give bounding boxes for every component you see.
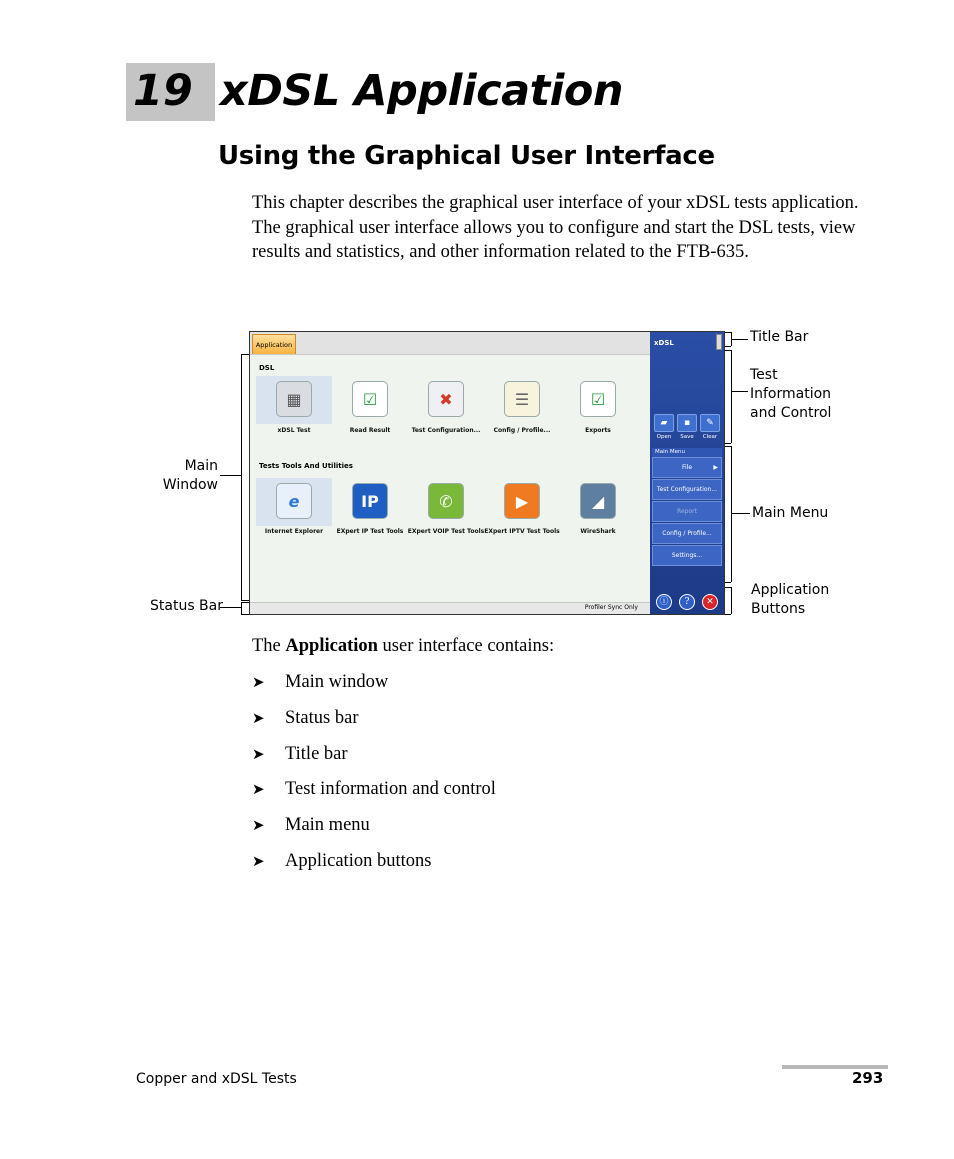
group-tools-label: Tests Tools And Utilities: [259, 462, 353, 470]
label-main-menu: Main Menu: [752, 505, 829, 521]
leader-line: [220, 607, 241, 608]
tab-application[interactable]: Application: [252, 334, 296, 354]
info-button[interactable]: [656, 594, 672, 610]
tile-read-result[interactable]: [332, 376, 408, 424]
tile-wireshark[interactable]: [560, 478, 636, 526]
tab-strip: [250, 332, 650, 355]
save-label: Save: [680, 434, 694, 440]
list-item: [252, 744, 348, 765]
tile-exports[interactable]: [560, 376, 636, 424]
arrow-bullet-icon: ➤: [252, 675, 265, 691]
list-item: [252, 851, 431, 872]
list-item-text: Status bar: [285, 708, 359, 728]
tile-expert-ip[interactable]: [332, 478, 408, 526]
bracket: [241, 602, 242, 614]
tile-label: xDSL Test: [277, 427, 311, 434]
tile-label: Read Result: [349, 427, 391, 434]
checklist-icon: ☑: [352, 381, 388, 417]
tile-label: EXpert VOIP Test Tools: [407, 528, 485, 535]
bracket: [241, 354, 249, 355]
menu-item-test-configuration[interactable]: Test Configuration...: [652, 479, 722, 500]
bracket: [241, 614, 249, 615]
arrow-bullet-icon: ➤: [252, 854, 265, 870]
contains-bold: Application: [285, 636, 378, 656]
triangle-right-icon: ▶: [713, 464, 718, 471]
arrow-bullet-icon: ➤: [252, 782, 265, 798]
label-title-bar: Title Bar: [750, 329, 809, 345]
list-item-text: Main window: [285, 672, 389, 692]
menu-item-config-profile[interactable]: Config / Profile...: [652, 523, 722, 544]
leader-line: [731, 513, 750, 514]
list-item: [252, 708, 358, 729]
modem-icon: ▦: [276, 381, 312, 417]
help-icon: ?: [684, 597, 690, 607]
main-menu-header: Main Menu: [652, 448, 722, 457]
tile-xdsl-test[interactable]: [256, 376, 332, 424]
main-window: [250, 332, 650, 614]
tile-config-profile[interactable]: [484, 376, 560, 424]
side-panel: [650, 332, 724, 614]
intro-paragraph: This chapter describes the graphical user interface of your xDSL tests application. The graphical user interface allows you to configure and start the DSL tests, view results and statistics, and other information related to the FTB-635.: [252, 193, 859, 262]
label-status-bar: Status Bar: [150, 598, 224, 614]
contains-prefix: The: [252, 636, 286, 656]
contains-sentence: [252, 636, 554, 657]
label-test-info: Test Information and Control: [750, 367, 832, 421]
clear-button[interactable]: [700, 414, 720, 432]
list-item: [252, 672, 388, 693]
brush-icon: ✎: [706, 418, 714, 428]
list-item-text: Application buttons: [285, 851, 432, 871]
arrow-bullet-icon: ➤: [252, 747, 265, 763]
bracket: [241, 354, 242, 600]
menu-item-report[interactable]: Report: [652, 501, 722, 522]
clear-label: Clear: [702, 434, 718, 440]
help-button[interactable]: [679, 594, 695, 610]
list-item-text: Test information and control: [285, 779, 496, 799]
tile-label: EXpert IP Test Tools: [336, 528, 404, 535]
exit-button[interactable]: [702, 594, 718, 610]
list-item-text: Main menu: [285, 815, 370, 835]
list-item: [252, 815, 370, 836]
chapter-title: xDSL Application: [220, 66, 624, 116]
page-number: 293: [852, 1069, 884, 1087]
save-button[interactable]: [677, 414, 697, 432]
bracket: [731, 446, 732, 582]
label-app-buttons: Application Buttons: [751, 582, 830, 617]
close-icon: ✕: [706, 597, 714, 607]
chapter-number: 19: [133, 66, 193, 116]
bracket: [725, 346, 731, 347]
status-text: Profiler Sync Only: [584, 604, 638, 611]
list-item: [252, 779, 496, 800]
leader-line: [731, 391, 748, 392]
open-button[interactable]: [654, 414, 674, 432]
menu-item-label: File: [681, 464, 693, 471]
group-dsl-label: DSL: [259, 364, 275, 372]
info-icon: ⓘ: [659, 597, 669, 607]
bracket: [725, 443, 731, 444]
list-item-text: Title bar: [285, 744, 348, 764]
open-label: Open: [656, 434, 672, 440]
gui-screenshot: [249, 331, 725, 615]
leader-line: [220, 475, 241, 476]
tile-test-configuration[interactable]: [408, 376, 484, 424]
phone-icon: ✆: [428, 483, 464, 519]
export-icon: ☑: [580, 381, 616, 417]
arrow-bullet-icon: ➤: [252, 818, 265, 834]
video-camera-icon: ▶: [504, 483, 540, 519]
bracket: [731, 350, 732, 443]
tile-expert-voip[interactable]: [408, 478, 484, 526]
battery-icon: [716, 334, 722, 350]
title-bar-text: xDSL: [654, 339, 674, 347]
document-list-icon: ☰: [504, 381, 540, 417]
floppy-icon: ▪: [683, 418, 691, 428]
section-title: Using the Graphical User Interface: [218, 141, 715, 171]
tools-icon: ✖: [428, 381, 464, 417]
tile-label: EXpert IPTV Test Tools: [484, 528, 560, 535]
footer-doc-title: Copper and xDSL Tests: [136, 1071, 297, 1087]
bracket: [731, 587, 732, 614]
tile-internet-explorer[interactable]: [256, 478, 332, 526]
bracket: [241, 600, 249, 601]
tile-label: Test Configuration...: [411, 427, 481, 434]
bracket: [725, 582, 731, 583]
menu-item-file[interactable]: [652, 457, 722, 478]
label-main-window: Main Window: [162, 458, 218, 493]
menu-item-settings[interactable]: Settings...: [652, 545, 722, 566]
shark-fin-icon: ◢: [580, 483, 616, 519]
tile-label: Config / Profile...: [493, 427, 551, 434]
contains-suffix: user interface contains:: [377, 636, 555, 656]
arrow-bullet-icon: ➤: [252, 711, 265, 727]
browser-icon: e: [276, 483, 312, 519]
bracket: [725, 614, 731, 615]
bracket: [241, 602, 249, 603]
tile-expert-iptv[interactable]: [484, 478, 560, 526]
leader-line: [731, 339, 748, 340]
folder-icon: ▰: [660, 418, 668, 428]
ip-icon: IP: [352, 483, 388, 519]
tile-label: Exports: [585, 427, 611, 434]
tile-label: Internet Explorer: [264, 528, 324, 535]
tile-label: WireShark: [580, 528, 616, 535]
